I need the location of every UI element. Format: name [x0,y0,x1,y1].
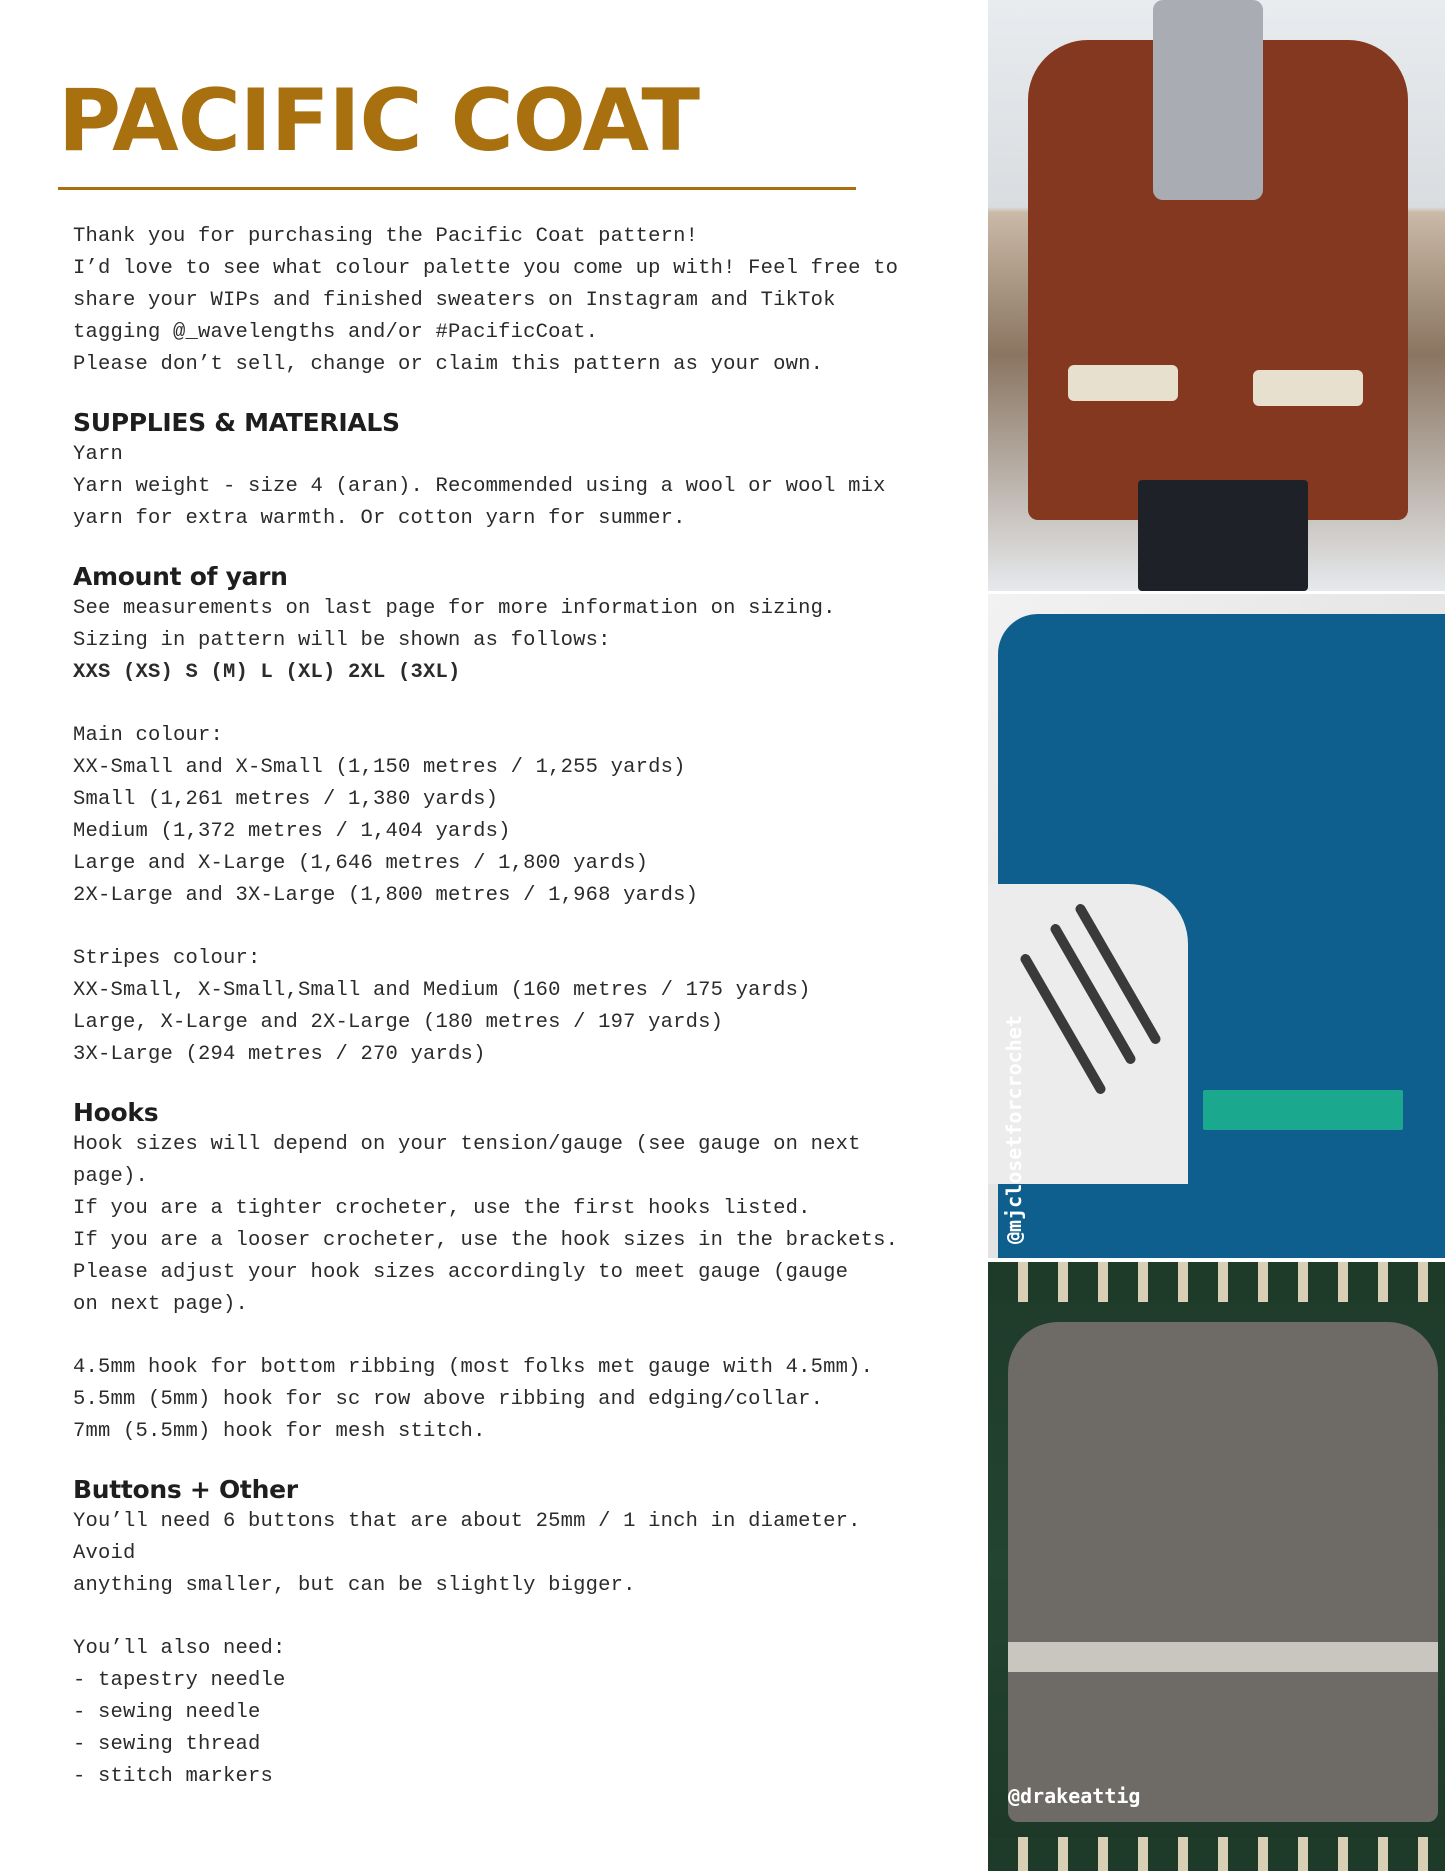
stripes-colour-item: 3X-Large (294 metres / 270 yards) [73,1043,486,1066]
amount-line: Sizing in pattern will be shown as follows: [73,629,611,652]
intro-line: Thank you for purchasing the Pacific Coat pattern! [73,225,699,248]
stripes-colour-item: XX-Small, X-Small,Small and Medium (160 metres / 175 yards) [73,979,811,1002]
main-colour-label: Main colour: [73,724,224,747]
spacer [73,1602,973,1633]
also-need-item: - stitch markers [73,1765,274,1788]
photo-grey-cardigan-flat [988,1262,1445,1871]
main-colour-item: Small (1,261 metres / 1,380 yards) [73,788,499,811]
patterned-rug-border-top [988,1262,1445,1302]
hooks-line: on next page). [73,1293,249,1316]
amount-section [73,561,973,1071]
also-need-item: - sewing needle [73,1701,261,1724]
spacer [73,689,973,720]
also-need-label: You’ll also need: [73,1637,286,1660]
photo-blue-cardigan-flat [988,594,1445,1258]
grey-stripe [1008,1642,1438,1672]
buttons-line: You’ll need 6 buttons that are about 25mm / 1 inch in diameter. [73,1510,861,1533]
section-heading: Buttons + Other [73,1475,298,1504]
hook-size-item: 7mm (5.5mm) hook for mesh stitch. [73,1420,486,1443]
supplies-section [73,407,973,535]
intro-line: share your WIPs and finished sweaters on Instagram and TikTok [73,289,836,312]
patterned-rug-border-bottom [988,1837,1445,1871]
spacer [73,1321,973,1352]
intro-line: Please don’t sell, change or claim this pattern as your own. [73,353,824,376]
stripes-colour-label: Stripes colour: [73,947,261,970]
hooks-line: Hook sizes will depend on your tension/gauge (see gauge on next [73,1133,861,1156]
section-heading: Hooks [73,1098,159,1127]
section-heading: Amount of yarn [73,562,288,591]
main-colour-item: 2X-Large and 3X-Large (1,800 metres / 1,968 yards) [73,884,699,907]
also-need-item: - tapestry needle [73,1669,286,1692]
main-colour-item: XX-Small and X-Small (1,150 metres / 1,255 yards) [73,756,686,779]
photo-column [985,0,1445,1871]
hook-size-item: 5.5mm (5mm) hook for sc row above ribbing and edging/collar. [73,1388,824,1411]
size-sequence: XXS (XS) S (M) L (XL) 2XL (3XL) [73,661,461,684]
photo-credit-mjcloset: @mjclosetforcrochet [1002,1015,1026,1244]
hooks-line: If you are a tighter crocheter, use the first hooks listed. [73,1197,811,1220]
photo-rust-cardigan-worn [988,0,1445,591]
pattern-body [73,221,973,1793]
spacer [73,912,973,943]
grey-turtleneck-shape [1153,0,1263,200]
buttons-line: Avoid [73,1542,136,1565]
hooks-section [73,1097,973,1448]
intro-line: tagging @_wavelengths and/or #PacificCoat. [73,321,599,344]
hooks-line: page). [73,1165,149,1188]
jeans-shape [1138,480,1308,591]
main-colour-item: Large and X-Large (1,646 metres / 1,800 yards) [73,852,649,875]
supplies-line: Yarn [73,443,124,466]
teal-stripe [1203,1090,1403,1130]
amount-line: See measurements on last page for more information on sizing. [73,597,836,620]
photo-credit-drakeattig: @drakeattig [1008,1784,1141,1808]
section-heading: SUPPLIES & MATERIALS [73,408,400,437]
hooks-line: Please adjust your hook sizes accordingly to meet gauge (gauge [73,1261,849,1284]
hooks-line: If you are a looser crocheter, use the hook sizes in the brackets. [73,1229,899,1252]
hook-size-item: 4.5mm hook for bottom ribbing (most folks met gauge with 4.5mm). [73,1356,874,1379]
page-title: PACIFIC COAT [58,71,700,171]
stripe-right [1253,370,1363,406]
buttons-section [73,1474,973,1793]
supplies-line: yarn for extra warmth. Or cotton yarn for summer. [73,507,686,530]
also-need-item: - sewing thread [73,1733,261,1756]
stripe-left [1068,365,1178,401]
grey-cardigan-shape [1008,1322,1438,1822]
title-divider [58,187,856,190]
intro-line: I’d love to see what colour palette you come up with! Feel free to [73,257,899,280]
stripes-colour-item: Large, X-Large and 2X-Large (180 metres / 197 yards) [73,1011,724,1034]
main-colour-item: Medium (1,372 metres / 1,404 yards) [73,820,511,843]
intro-section [73,221,973,381]
supplies-line: Yarn weight - size 4 (aran). Recommended using a wool or wool mix [73,475,886,498]
buttons-line: anything smaller, but can be slightly bigger. [73,1574,636,1597]
